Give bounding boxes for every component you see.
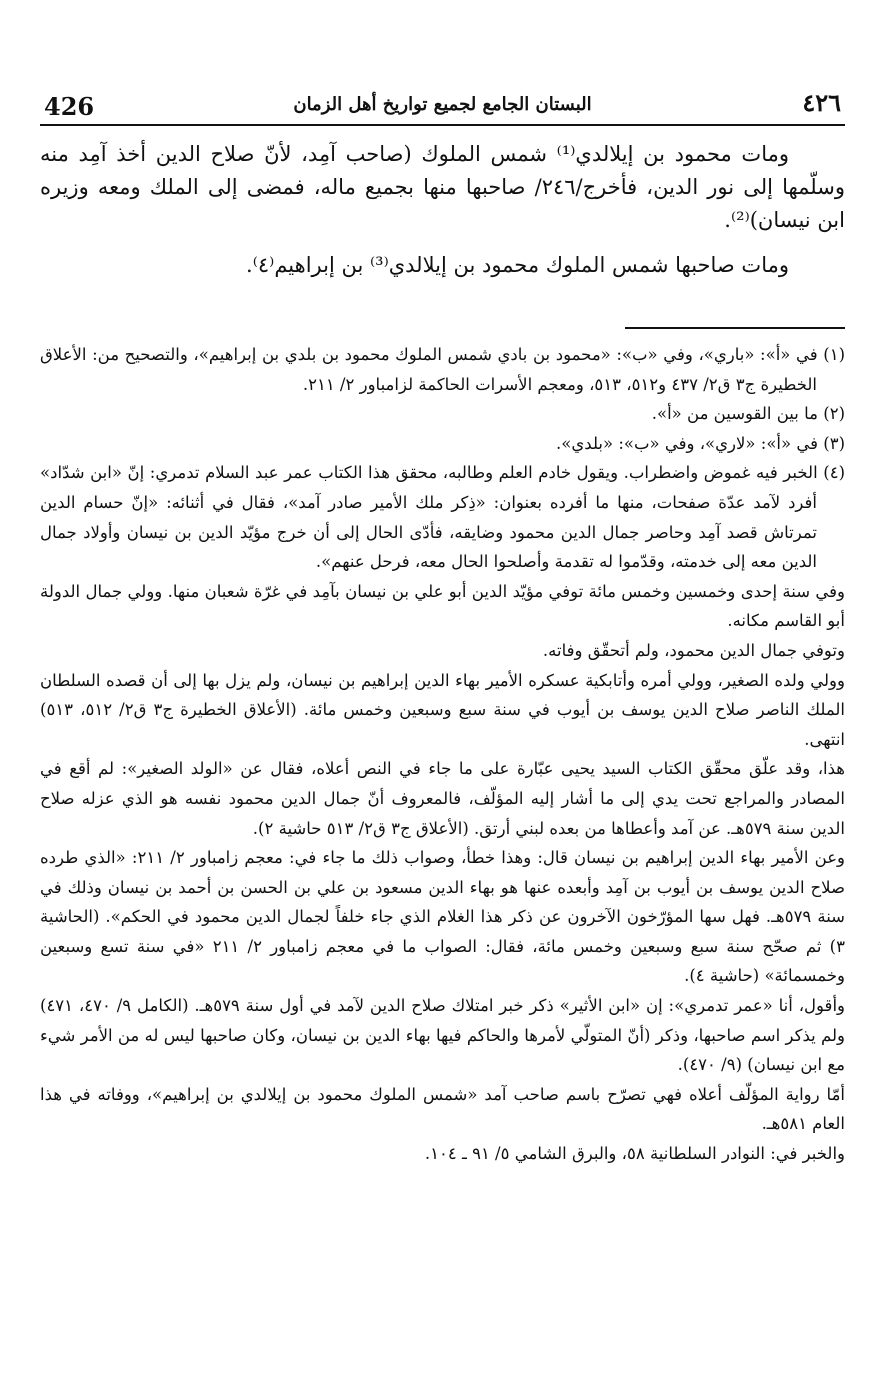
footnote-4-continuation: والخبر في: النوادر السلطانية ٥٨، والبرق الشامي ٥/ ٩١ ـ ١٠٤.	[424, 1144, 845, 1164]
page-number-latin: 426	[44, 92, 95, 121]
footnote-4-continuation: أمّا رواية المؤلّف أعلاه فهي تصرّح باسم صاحب آمد «شمس الملوك محمود بن إيلالدي بن إبراهيم»، ووفاته في هذا العام ٥٨١هـ.	[40, 1084, 845, 1134]
footnote-3: (٣) في «أ»: «لاري»، وفي «ب»: «بلدي».	[556, 433, 845, 453]
footnotes	[40, 340, 845, 1169]
footnote-4-continuation: هذا، وقد علّق محقّق الكتاب السيد يحيى عبّارة على ما جاء في النص أعلاه، فقال عن «الولد الصغير»: لم أقع في المصادر والمراجع تحت يدي إلى ما أشار إليه المؤلّف، فالمعروف أنّ جمال الدين محمود نفسه هو الذي عزله صلاح الدين سنة ٥٧٩هـ. عن آمد وأعطاها من بعده لبني أرتق. (الأعلاق ج٣ ق٢/ ٥١٣ حاشية ٢).	[40, 759, 845, 838]
page-header	[40, 84, 845, 126]
main-paragraph-2: ومات صاحبها شمس الملوك محمود بن إيلالدي⁽³⁾ بن إبراهيم⁽٤⁾.	[246, 253, 789, 277]
footnote-4-continuation: وأقول، أنا «عمر تدمري»: إن «ابن الأثير» ذكر خبر امتلاك صلاح الدين لآمد في أول سنة ٥٧٩هـ. (الكامل ٩/ ٤٧٠، ٤٧١) ولم يذكر اسم صاحبها، وذكر (أنّ المتولّي لأمرها والحاكم فيها بهاء الدين بن نيسان، وكان صاحبها ليس له من الأمر شيء مع ابن نيسان) (٩/ ٤٧٠).	[40, 996, 845, 1075]
main-text	[40, 138, 845, 294]
page-number-arabic: ٤٢٦	[802, 88, 841, 117]
footnote-4-continuation: وولي ولده الصغير، وولي أمره وأتابكية عسكره الأمير بهاء الدين إبراهيم بن نيسان، ولم يزل بها إلى أن قصده السلطان الملك الناصر صلاح الدين يوسف بن أيوب في سنة سبع وسبعين وخمس مائة. (الأعلاق الخطيرة ج٣ ق٢/ ٥١٢، ٥١٣) انتهى.	[40, 670, 846, 749]
running-title: البستان الجامع لجميع تواريخ أهل الزمان	[293, 94, 592, 115]
footnote-separator	[625, 327, 845, 329]
footnote-4-continuation: وتوفي جمال الدين محمود، ولم أتحقّق وفاته.	[542, 640, 845, 660]
footnote-2: (٢) ما بين القوسين من «أ».	[651, 404, 845, 424]
footnote-4-continuation: وعن الأمير بهاء الدين إبراهيم بن نيسان قال: وهذا خطأ، وصواب ذلك ما جاء في: معجم زامباور ٢/ ٢١١: «الذي طرده صلاح الدين يوسف بن أيوب بن آمِد وأبعده عنها هو بهاء الدين مسعود بن علي بن الحسن بن أحمد بن نيسان وذلك في سنة ٥٧٩هـ. فهل سها المؤرّخون الآخرون عن ذكر هذا الغلام الذي جاء خلفاً لجمال الدين محمود في الحكم». (الحاشية ٣) ثم صحّح سنة سبع وسبعين وخمس مائة، فقال: الصواب ما في معجم زامباور ٢/ ٢١١ «في سنة تسع وسبعين وخمسمائة» (حاشية ٤).	[40, 848, 846, 986]
footnote-4: (٤) الخبر فيه غموض واضطراب. ويقول خادم العلم وطالبه، محقق هذا الكتاب عمر عبد السلام تدمري: إنّ «ابن شدّاد» أفرد لآمد عدّة صفحات، منها ما أفرده بعنوان: «ذِكر ملك الأمير صادر آمد»، فقال في أثنائه: «إنّ حسام الدين تمرتاش قصد آمِد وحاصر جمال الدين محمود وضايقه، فأدّى الحال إلى أن خرج مؤيّد الدين بن نيسان وأولاد جمال الدين معه إلى خدمته، وقدّموا له تقدمة وأصلحوا الحال معه، فرحل عنهم».	[40, 463, 845, 572]
footnote-1: (١) في «أ»: «باري»، وفي «ب»: «محمود بن بادي شمس الملوك محمود بن بلدي بن إبراهيم»، والتصحيح من: الأعلاق الخطيرة ج٣ ق٢/ ٤٣٧ و٥١٢، ٥١٣، ومعجم الأسرات الحاكمة لزامباور ٢/ ٢١١.	[40, 345, 845, 394]
main-paragraph-1: ومات محمود بن إيلالدي⁽¹⁾ شمس الملوك (صاحب آمِد، لأنّ صلاح الدين أخذ آمِد منه وسلّمها إلى نور الدين، فأخرج/٢٤٦/ صاحبها منها بجميع ماله، فمضى إلى الملك ومعه وزيره ابن نيسان)⁽²⁾.	[40, 142, 845, 232]
footnote-4-continuation: وفي سنة إحدى وخمسين وخمس مائة توفي مؤيّد الدين أبو علي بن نيسان بآمِد في غرّة شعبان منها. وولي جمال الدولة أبو القاسم مكانه.	[40, 581, 845, 631]
